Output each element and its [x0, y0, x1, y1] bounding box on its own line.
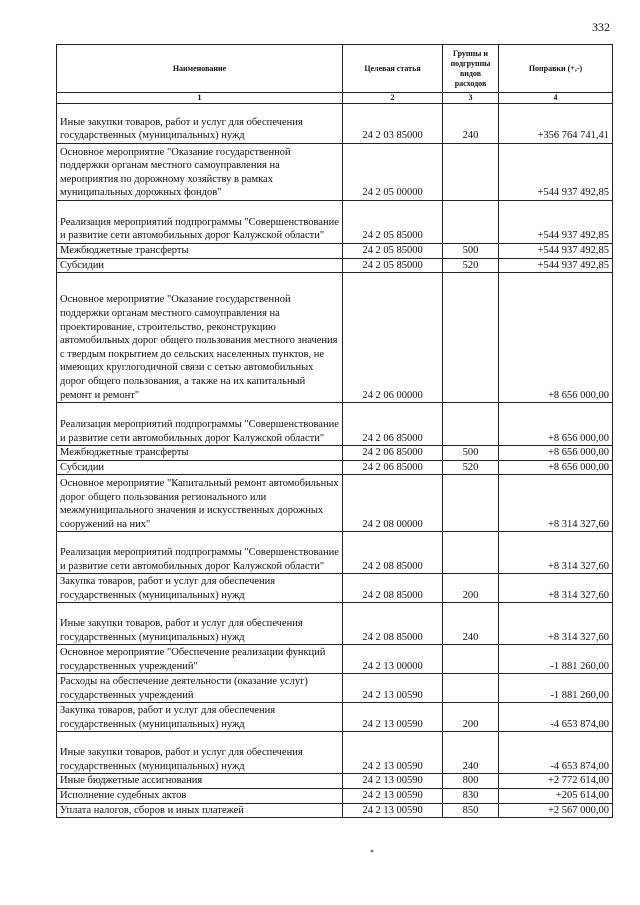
- row-name: Уплата налогов, сборов и иных платежей: [57, 803, 343, 818]
- table-row: [57, 532, 613, 574]
- row-target-article: 24 2 05 85000: [343, 258, 443, 273]
- table-row: [57, 732, 613, 774]
- row-amount: +8 656 000,00: [499, 460, 613, 475]
- row-target-article: 24 2 13 00590: [343, 774, 443, 789]
- table-row: [57, 258, 613, 273]
- table-row: [57, 403, 613, 446]
- table-row: [57, 460, 613, 475]
- row-target-article: 24 2 13 00590: [343, 732, 443, 774]
- row-name: Иные закупки товаров, работ и услуг для обеспечения государственных (муниципальных) нужд: [57, 603, 343, 645]
- row-expense-group: 240: [443, 104, 499, 144]
- row-name: Иные закупки товаров, работ и услуг для обеспечения государственных (муниципальных) нужд: [57, 104, 343, 144]
- row-expense-group: 800: [443, 774, 499, 789]
- row-name: Иные закупки товаров, работ и услуг для обеспечения государственных (муниципальных) нужд: [57, 732, 343, 774]
- row-target-article: 24 2 03 85000: [343, 104, 443, 144]
- row-name: Закупка товаров, работ и услуг для обеспечения государственных (муниципальных) нужд: [57, 703, 343, 732]
- column-number: 1: [57, 93, 343, 104]
- row-amount: -4 653 874,00: [499, 703, 613, 732]
- table-row: [57, 475, 613, 532]
- row-amount: +544 937 492,85: [499, 258, 613, 273]
- row-name: Реализация мероприятий подпрограммы "Совершенствование и развитие сети автомобильных дорог Калужской области": [57, 532, 343, 574]
- row-amount: +205 614,00: [499, 788, 613, 803]
- row-expense-group: 200: [443, 703, 499, 732]
- table-row: [57, 603, 613, 645]
- row-name: Основное мероприятие "Обеспечение реализации функций государственных учреждений": [57, 645, 343, 674]
- row-name: Основное мероприятие "Оказание государственной поддержки органам местного самоуправления на проектирование, строительство, реконструкцию автомобильных дорог общего пользования местного значения с твердым покрытием до сельских населенных пунктов, не имеющих круглогодичной связи с сетью автомобильных дорог общего пользования, а также на их капитальный ремонт и ремонт": [57, 273, 343, 403]
- row-amount: +2 772 614,00: [499, 774, 613, 789]
- row-name: Закупка товаров, работ и услуг для обеспечения государственных (муниципальных) нужд: [57, 574, 343, 603]
- stray-mark: *: [370, 848, 374, 857]
- row-amount: +544 937 492,85: [499, 144, 613, 201]
- row-expense-group: 200: [443, 574, 499, 603]
- table-row: [57, 446, 613, 461]
- table-row: [57, 273, 613, 403]
- row-expense-group: [443, 532, 499, 574]
- row-expense-group: [443, 475, 499, 532]
- row-amount: -1 881 260,00: [499, 674, 613, 703]
- row-target-article: 24 2 05 85000: [343, 201, 443, 244]
- row-target-article: 24 2 05 85000: [343, 244, 443, 259]
- row-name: Субсидии: [57, 258, 343, 273]
- row-amount: -1 881 260,00: [499, 645, 613, 674]
- row-amount: +8 656 000,00: [499, 403, 613, 446]
- row-target-article: 24 2 06 85000: [343, 460, 443, 475]
- row-name: Реализация мероприятий подпрограммы "Совершенствование и развитие сети автомобильных дорог Калужской области": [57, 403, 343, 446]
- row-amount: +544 937 492,85: [499, 201, 613, 244]
- column-number: 3: [443, 93, 499, 104]
- row-expense-group: 500: [443, 244, 499, 259]
- header-amendments: Поправки (+,-): [499, 45, 613, 93]
- row-expense-group: [443, 645, 499, 674]
- row-amount: +2 567 000,00: [499, 803, 613, 818]
- row-amount: +8 314 327,60: [499, 603, 613, 645]
- header-expense-groups: Группы и подгруппы видов расходов: [443, 45, 499, 93]
- row-target-article: 24 2 13 00590: [343, 788, 443, 803]
- row-target-article: 24 2 13 00590: [343, 703, 443, 732]
- row-amount: +8 314 327,60: [499, 532, 613, 574]
- page-number: 332: [592, 20, 610, 34]
- table-row: [57, 703, 613, 732]
- row-amount: +8 314 327,60: [499, 574, 613, 603]
- row-expense-group: [443, 201, 499, 244]
- row-expense-group: 240: [443, 603, 499, 645]
- row-expense-group: [443, 403, 499, 446]
- row-amount: +544 937 492,85: [499, 244, 613, 259]
- row-name: Исполнение судебных актов: [57, 788, 343, 803]
- row-target-article: 24 2 08 85000: [343, 603, 443, 645]
- table-row: [57, 244, 613, 259]
- header-target-article: Целевая статья: [343, 45, 443, 93]
- row-name: Межбюджетные трансферты: [57, 446, 343, 461]
- row-name: Основное мероприятие "Оказание государственной поддержки органам местного самоуправления на мероприятия по дорожному хозяйству в рамках муниципальных дорожных фондов": [57, 144, 343, 201]
- row-target-article: 24 2 08 85000: [343, 574, 443, 603]
- column-number: 4: [499, 93, 613, 104]
- row-target-article: 24 2 13 00590: [343, 674, 443, 703]
- row-amount: -4 653 874,00: [499, 732, 613, 774]
- table-row: [57, 201, 613, 244]
- column-number: 2: [343, 93, 443, 104]
- row-name: Расходы на обеспечение деятельности (оказание услуг) государственных учреждений: [57, 674, 343, 703]
- row-expense-group: 520: [443, 258, 499, 273]
- table-header-row: [57, 45, 613, 93]
- row-name: Иные бюджетные ассигнования: [57, 774, 343, 789]
- row-target-article: 24 2 13 00000: [343, 645, 443, 674]
- table-row: [57, 645, 613, 674]
- row-target-article: 24 2 13 00590: [343, 803, 443, 818]
- column-number-row: [57, 93, 613, 104]
- row-target-article: 24 2 06 85000: [343, 446, 443, 461]
- row-name: Основное мероприятие "Капитальный ремонт автомобильных дорог общего пользования регионального или межмуниципального значения и искусственных дорожных сооружений на них": [57, 475, 343, 532]
- row-target-article: 24 2 06 00000: [343, 273, 443, 403]
- table-row: [57, 144, 613, 201]
- row-expense-group: 520: [443, 460, 499, 475]
- row-target-article: 24 2 05 00000: [343, 144, 443, 201]
- row-expense-group: [443, 144, 499, 201]
- row-amount: +356 764 741,41: [499, 104, 613, 144]
- row-target-article: 24 2 08 85000: [343, 532, 443, 574]
- row-expense-group: 830: [443, 788, 499, 803]
- row-target-article: 24 2 06 85000: [343, 403, 443, 446]
- table-row: [57, 104, 613, 144]
- table-row: [57, 803, 613, 818]
- budget-amendments-table: [56, 44, 613, 818]
- row-expense-group: [443, 674, 499, 703]
- row-name: Субсидии: [57, 460, 343, 475]
- table-row: [57, 788, 613, 803]
- row-expense-group: 850: [443, 803, 499, 818]
- row-name: Межбюджетные трансферты: [57, 244, 343, 259]
- row-name: Реализация мероприятий подпрограммы "Совершенствование и развитие сети автомобильных дорог Калужской области": [57, 201, 343, 244]
- header-name: Наименование: [57, 45, 343, 93]
- table-row: [57, 674, 613, 703]
- row-expense-group: 500: [443, 446, 499, 461]
- row-amount: +8 314 327,60: [499, 475, 613, 532]
- row-expense-group: [443, 273, 499, 403]
- table-row: [57, 774, 613, 789]
- table-row: [57, 574, 613, 603]
- row-amount: +8 656 000,00: [499, 446, 613, 461]
- row-target-article: 24 2 08 00000: [343, 475, 443, 532]
- row-expense-group: 240: [443, 732, 499, 774]
- row-amount: +8 656 000,00: [499, 273, 613, 403]
